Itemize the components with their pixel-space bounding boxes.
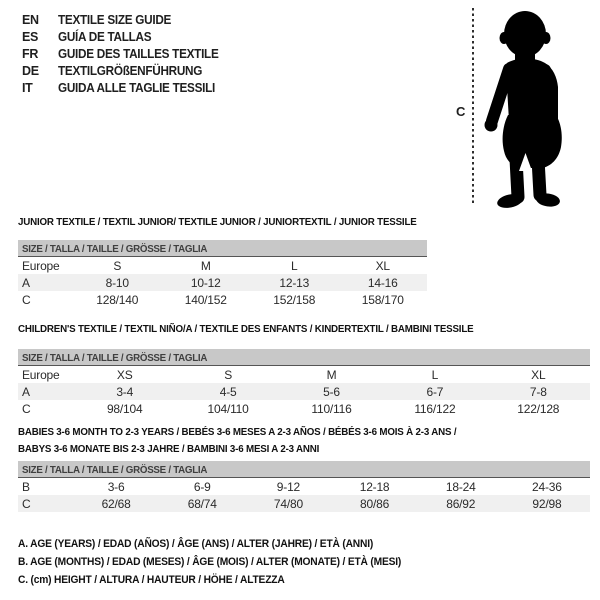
language-row	[22, 80, 229, 97]
language-label: GUÍA DE TALLAS	[58, 30, 152, 44]
cell-value: 12-18	[359, 479, 390, 494]
language-row	[22, 29, 229, 46]
language-label: TEXTILGRÖßENFÜHRUNG	[58, 64, 203, 78]
cell-value: XS	[116, 367, 133, 382]
cell-value: XL	[375, 258, 390, 273]
baby-silhouette-icon	[479, 6, 569, 208]
language-list	[22, 12, 229, 97]
table-row	[18, 383, 590, 400]
row-label: A	[22, 275, 30, 290]
table-title-line: CHILDREN'S TEXTILE / TEXTIL NIÑO/A / TEXTILE DES ENFANTS / KINDERTEXTIL / BAMBINI TESSILE	[18, 323, 474, 335]
cell-value: 98/104	[106, 401, 143, 416]
size-header-bar	[18, 240, 427, 257]
junior-textile-section	[18, 216, 427, 308]
size-header-bar	[18, 349, 590, 366]
table-row	[18, 495, 590, 512]
cell-value: 74/80	[273, 496, 303, 511]
cell-value: 10-12	[190, 275, 221, 290]
children-textile-table	[18, 366, 590, 417]
legend-note: A. AGE (YEARS) / EDAD (AÑOS) / ÂGE (ANS) / ALTER (JAHRE) / ETÀ (ANNI)	[18, 538, 374, 550]
height-measure-label: C	[456, 104, 466, 119]
cell-value: L	[291, 258, 298, 273]
language-label: TEXTILE SIZE GUIDE	[58, 13, 172, 27]
junior-textile-title	[18, 216, 417, 229]
cell-value: 4-5	[219, 384, 237, 399]
cell-value: 80/86	[360, 496, 390, 511]
size-header-text: SIZE / TALLA / TAILLE / GRÖSSE / TAGLIA	[22, 352, 208, 364]
cell-value: M	[326, 367, 337, 382]
row-label: B	[22, 479, 30, 494]
children-textile-section	[18, 323, 590, 417]
language-label: GUIDA ALLE TAGLIE TESSILI	[58, 81, 216, 95]
table-row	[18, 274, 427, 291]
cell-value: 152/158	[273, 292, 316, 307]
cell-value: 62/68	[101, 496, 131, 511]
cell-value: 24-36	[532, 479, 562, 494]
cell-value: M	[200, 258, 211, 273]
cell-value: 68/74	[187, 496, 217, 511]
babies-textile-table	[18, 478, 590, 512]
legend-note: B. AGE (MONTHS) / EDAD (MESES) / ÂGE (MOIS) / ALTER (MONATE) / ETÀ (MESI)	[18, 556, 402, 568]
language-code: FR	[22, 47, 39, 61]
language-row	[22, 63, 229, 80]
cell-value: 110/116	[311, 401, 352, 416]
cell-value: 5-6	[323, 384, 340, 399]
babies-textile-section	[18, 424, 590, 512]
size-header-bar	[18, 461, 590, 478]
height-measure-dashed-line	[472, 8, 474, 206]
cell-value: 116/122	[414, 401, 456, 416]
table-title-line: BABIES 3-6 MONTH TO 2-3 YEARS / BEBÉS 3-6 MESES A 2-3 AÑOS / BÉBÉS 3-6 MOIS À 2-3 ANS /	[18, 426, 457, 438]
language-code: DE	[22, 64, 39, 78]
cell-value: 86/92	[446, 496, 476, 511]
cell-value: 14-16	[367, 275, 398, 290]
cell-value: 8-10	[105, 275, 129, 290]
row-label: Europe	[22, 367, 60, 382]
language-label: GUIDE DES TAILLES TEXTILE	[58, 47, 219, 61]
legend-notes	[18, 535, 430, 589]
cell-value: XL	[531, 367, 546, 382]
table-row	[18, 400, 590, 417]
language-row	[22, 12, 229, 29]
cell-value: 6-7	[426, 384, 444, 399]
cell-value: 104/110	[207, 401, 249, 416]
cell-value: 158/170	[361, 292, 404, 307]
language-code: ES	[22, 30, 39, 44]
language-code: EN	[22, 13, 39, 27]
table-title-line: BABYS 3-6 MONATE BIS 2-3 JAHRE / BAMBINI 3-6 MESI A 2-3 ANNI	[18, 443, 320, 455]
table-row	[18, 478, 590, 495]
cell-value: 140/152	[184, 292, 227, 307]
babies-textile-title	[18, 424, 550, 458]
table-title-line: JUNIOR TEXTILE / TEXTIL JUNIOR/ TEXTILE JUNIOR / JUNIORTEXTIL / JUNIOR TESSILE	[18, 216, 417, 228]
cell-value: 18-24	[445, 479, 476, 494]
row-label: A	[22, 384, 30, 399]
table-row	[18, 291, 427, 308]
cell-value: 122/128	[517, 401, 560, 416]
cell-value: 9-12	[276, 479, 301, 494]
table-row	[18, 366, 590, 383]
junior-textile-table	[18, 257, 427, 308]
size-header-text: SIZE / TALLA / TAILLE / GRÖSSE / TAGLIA	[22, 243, 208, 255]
cell-value: 3-6	[107, 479, 125, 494]
row-label: Europe	[22, 258, 60, 273]
legend-note: C. (cm) HEIGHT / ALTURA / HAUTEUR / HÖHE / ALTEZZA	[18, 574, 285, 586]
cell-value: S	[224, 367, 232, 382]
cell-value: 6-9	[193, 479, 211, 494]
cell-value: 7-8	[529, 384, 547, 399]
cell-value: 12-13	[279, 275, 310, 290]
table-row	[18, 257, 427, 274]
cell-value: 128/140	[96, 292, 139, 307]
row-label: C	[22, 401, 31, 416]
cell-value: 3-4	[116, 384, 134, 399]
language-code: IT	[22, 81, 33, 95]
cell-value: 92/98	[532, 496, 562, 511]
language-row	[22, 46, 229, 63]
children-textile-title	[18, 323, 550, 336]
row-label: C	[22, 292, 31, 307]
row-label: C	[22, 496, 31, 511]
size-header-text: SIZE / TALLA / TAILLE / GRÖSSE / TAGLIA	[22, 464, 208, 476]
cell-value: L	[431, 367, 439, 382]
cell-value: S	[113, 258, 122, 273]
